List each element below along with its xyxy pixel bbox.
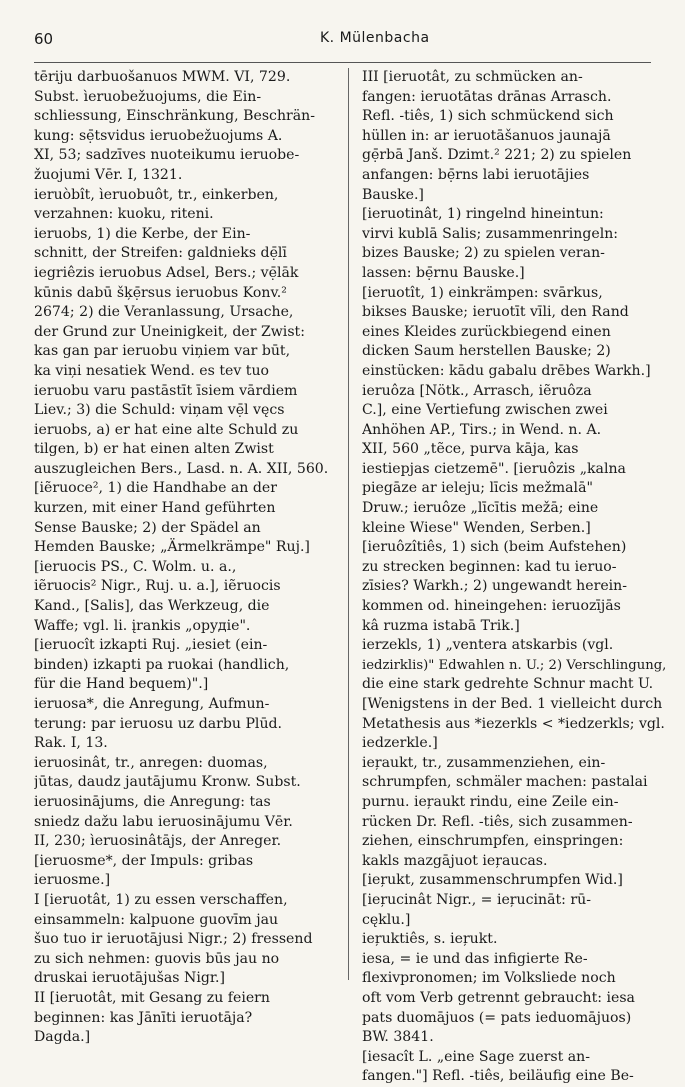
text-line: Refl. -tiês, 1) sich schmückend sich (362, 108, 614, 125)
text-line: iesa, = ie und das infigierte Re- (362, 950, 588, 967)
text-line: kas gan par ieruobu viņiem var būt, (34, 343, 291, 360)
text-line: eines Kleides zurückbiegend einen (362, 323, 611, 340)
text-line: terung: par ieruosu uz darbu Plūd. (34, 715, 283, 732)
text-line: Waffe; vgl. li. įrankis „opyдie". (34, 617, 251, 634)
text-line: schliessung, Einschränkung, Beschrän- (34, 108, 316, 125)
text-line: purnu. ieŗaukt rindu, eine Zeile ein- (362, 793, 619, 810)
text-line: iestiepjas cietzemē". [ieruôzis „kalna (362, 460, 626, 477)
text-line: cęklu.] (362, 911, 411, 928)
text-line: kakls mazgājuot ieŗaucas. (362, 852, 548, 869)
text-line: druskai ieruotājušas Nigr.] (34, 970, 226, 987)
text-line: III [ieruotât, zu schmücken an- (362, 69, 583, 85)
text-line: kung: sẹ̄tsvidus ieruobežuojums A. (34, 127, 283, 144)
text-line: sniedz dažu labu ieruosinājumu Vēr. (34, 813, 293, 830)
text-line: iedzirklis)" Edwahlen n. U.; 2) Verschlingung, (362, 657, 667, 673)
text-line: jūtas, daudz jautājumu Kronw. Subst. (34, 774, 301, 791)
text-line: bikses Bauske; ieruotīt vīli, den Rand (362, 304, 629, 321)
text-line: lassen: bẹ̄rnu Bauske.] (362, 264, 525, 281)
text-line: auszugleichen Bers., Lasd. n. A. XII, 560. (34, 460, 329, 477)
text-line: 2674; 2) die Veranlassung, Ursache, (34, 304, 294, 321)
text-line: Subst. ìeruobežuojums, die Ein- (34, 88, 262, 105)
text-line: ziehen, einschrumpfen, einspringen: (362, 833, 624, 850)
page-number: 60 (34, 30, 54, 48)
text-line: žuojumi Vēr. I, 1321. (34, 166, 183, 183)
text-line: schrumpfen, schmäler machen: pastalai (362, 774, 648, 791)
text-line: beginnen: kas Jānīti ieruotāja? (34, 1009, 253, 1026)
text-line: einsammeln: kalpuone guovīm jau (34, 911, 279, 928)
text-line: flexivpronomen; im Volksliede noch (362, 970, 616, 987)
text-line: Hemden Bauske; „Ärmelkrämpe" Ruj.] (34, 539, 310, 556)
text-line: [ieruocît izkapti Ruj. „iesiet (ein- (34, 637, 268, 654)
right-column (362, 68, 668, 1087)
text-line: der Grund zur Uneinigkeit, der Zwist: (34, 323, 305, 340)
text-line: ieruosa*, die Anregung, Aufmun- (34, 696, 270, 712)
text-line: kleine Wiese" Wenden, Serben.] (362, 519, 591, 536)
text-line: verzahnen: kuoku, riteni. (34, 206, 214, 223)
text-line: ieruòbît, ìeruobuôt, tr., einkerben, (34, 186, 279, 203)
text-line: ieruobs, 1) die Kerbe, der Ein- (34, 225, 251, 242)
header-rule (34, 62, 651, 63)
text-line: hüllen in: ar ieruotāšanuos jaunajā (362, 127, 611, 144)
text-line: ieruosme.] (34, 872, 111, 889)
text-line: [ieruotît, 1) einkrämpen: svārkus, (362, 284, 603, 301)
text-line: ieruôza [Nötk., Arrasch, iẽruôza (362, 382, 592, 399)
page-header (34, 30, 651, 50)
text-line: tēriju darbuošanuos MWM. VI, 729. (34, 69, 291, 85)
text-line: Druw.; ieruôze „līcītis mežā; eine (362, 500, 599, 517)
text-line: anfangen: bẹ̄rns labi ieruotājies (362, 166, 590, 183)
text-line: iẽruocis² Nigr., Ruj. u. a.], iẽruocis (34, 578, 281, 595)
text-line: bizes Bauske; 2) zu spielen veran- (362, 245, 605, 262)
text-line: I [ieruotât, 1) zu essen verschaffen, (34, 891, 288, 908)
running-head: K. Mülenbacha (320, 30, 430, 46)
text-line: Kand., [Salis], das Werkzeug, die (34, 598, 270, 615)
text-line: [ieruosme*, der Impuls: gribas (34, 852, 254, 869)
text-line: zu strecken beginnen: kad tu ieruo- (362, 558, 617, 575)
text-line: zu sich nehmen: guovis būs jau no (34, 950, 280, 967)
text-line: dicken Saum herstellen Bauske; 2) (362, 343, 611, 360)
text-line: einstücken: kādu gabalu drēbes Warkh.] (362, 362, 651, 379)
text-line: Anhöhen AP., Tirs.; in Wend. n. A. (362, 421, 602, 438)
text-line: Dagda.] (34, 1029, 91, 1046)
text-line: rücken Dr. Refl. -tiês, sich zusammen- (362, 813, 633, 830)
text-line: [ieruocis PS., C. Wolm. u. a., (34, 558, 237, 575)
text-line: šuo tuo ir ieruotājusi Nigr.; 2) fressend (34, 931, 313, 948)
text-line: ieruosinājums, die Anregung: tas (34, 793, 271, 810)
text-line: XII, 560 „tẽce, purva kāja, kas (362, 441, 579, 458)
text-line: binden) izkapti pa ruokai (handlich, (34, 656, 290, 673)
text-line: ierzekls, 1) „ventera atskarbis (vgl. (362, 637, 614, 654)
text-line: XI, 53; sadzīves nuoteikumu ieruobe- (34, 147, 300, 164)
text-line: II [ieruotât, mit Gesang zu feiern (34, 989, 270, 1006)
text-line: oft vom Verb getrennt gebraucht: iesa (362, 989, 635, 1006)
text-line: [iẽruoce², 1) die Handhabe an der (34, 480, 277, 497)
column-divider (348, 68, 349, 980)
text-line: Bauske.] (362, 186, 424, 203)
text-line: kurzen, mit einer Hand geführten (34, 500, 276, 517)
text-line: ieruobs, a) er hat eine alte Schuld zu (34, 421, 299, 438)
text-line: [ieŗukt, zusammenschrumpfen Wid.] (362, 872, 623, 889)
text-line: piegāze ar ieleju; līcis mežmalā" (362, 480, 593, 497)
text-line: zīsies? Warkh.; 2) ungewandt herein- (362, 578, 628, 595)
text-line: iedzerkle.] (362, 735, 438, 752)
text-line: Rak. I, 13. (34, 735, 108, 752)
text-line: iegriêzis ieruobus Adsel, Bers.; vẹ̄lāk (34, 264, 299, 281)
text-line: ieruobu varu pastāstīt īsiem vārdiem (34, 382, 298, 399)
text-line: pats duomājuos (= pats ieduomājuos) (362, 1009, 632, 1026)
text-line: II, 230; ìeruosinâtājs, der Anreger. (34, 833, 282, 850)
text-line: [iesacît L. „eine Sage zuerst an- (362, 1048, 590, 1065)
text-line: für die Hand bequem)".] (34, 676, 209, 693)
text-line: ieruosinât, tr., anregen: duomas, (34, 754, 268, 771)
text-line: [ieruôzîtiês, 1) sich (beim Aufstehen) (362, 539, 627, 556)
text-line: Sense Bauske; 2) der Spädel an (34, 519, 261, 536)
text-line: ieŗaukt, tr., zusammenziehen, ein- (362, 754, 606, 771)
text-line: virvi kublā Salis; zusammenringeln: (362, 225, 619, 242)
text-line: fangen: ieruotātas drānas Arrasch. (362, 88, 612, 105)
text-line: fangen."] Refl. -tiês, beiläufig eine Be- (362, 1068, 634, 1085)
text-line: kommen od. hineingehen: ieruozījās (362, 598, 621, 615)
text-line: ieŗuktiês, s. ieŗukt. (362, 931, 498, 948)
text-line: Liev.; 3) die Schuld: viņam vẹ̄l vęcs (34, 402, 285, 419)
text-line: C.], eine Vertiefung zwischen zwei (362, 402, 608, 419)
text-line: [ieruotinât, 1) ringelnd hineintun: (362, 206, 604, 223)
text-line: gẹ̄rbā Janš. Dzimt.² 221; 2) zu spielen (362, 147, 632, 164)
text-line: schnitt, der Streifen: galdnieks dẹ̄lī (34, 245, 287, 262)
text-line: [ieŗucinât Nigr., = ieŗucināt: rū- (362, 891, 591, 908)
text-line: kūnis dabū šķẹ̄rsus ieruobus Konv.² (34, 284, 287, 301)
text-line: ka viņi nesatiek Wend. es tev tuo (34, 362, 270, 379)
text-line: [Wenigstens in der Bed. 1 vielleicht durch (362, 696, 663, 712)
text-line: BW. 3841. (362, 1029, 434, 1046)
text-line: tilgen, b) er hat einen alten Zwist (34, 441, 274, 458)
text-line: kâ ruzma istabā Trik.] (362, 617, 520, 634)
left-column (34, 68, 334, 1048)
text-line: die eine stark gedrehte Schnur macht U. (362, 676, 654, 693)
text-line: Metathesis aus *iezerkls < *iedzerkls; vgl. (362, 715, 665, 732)
